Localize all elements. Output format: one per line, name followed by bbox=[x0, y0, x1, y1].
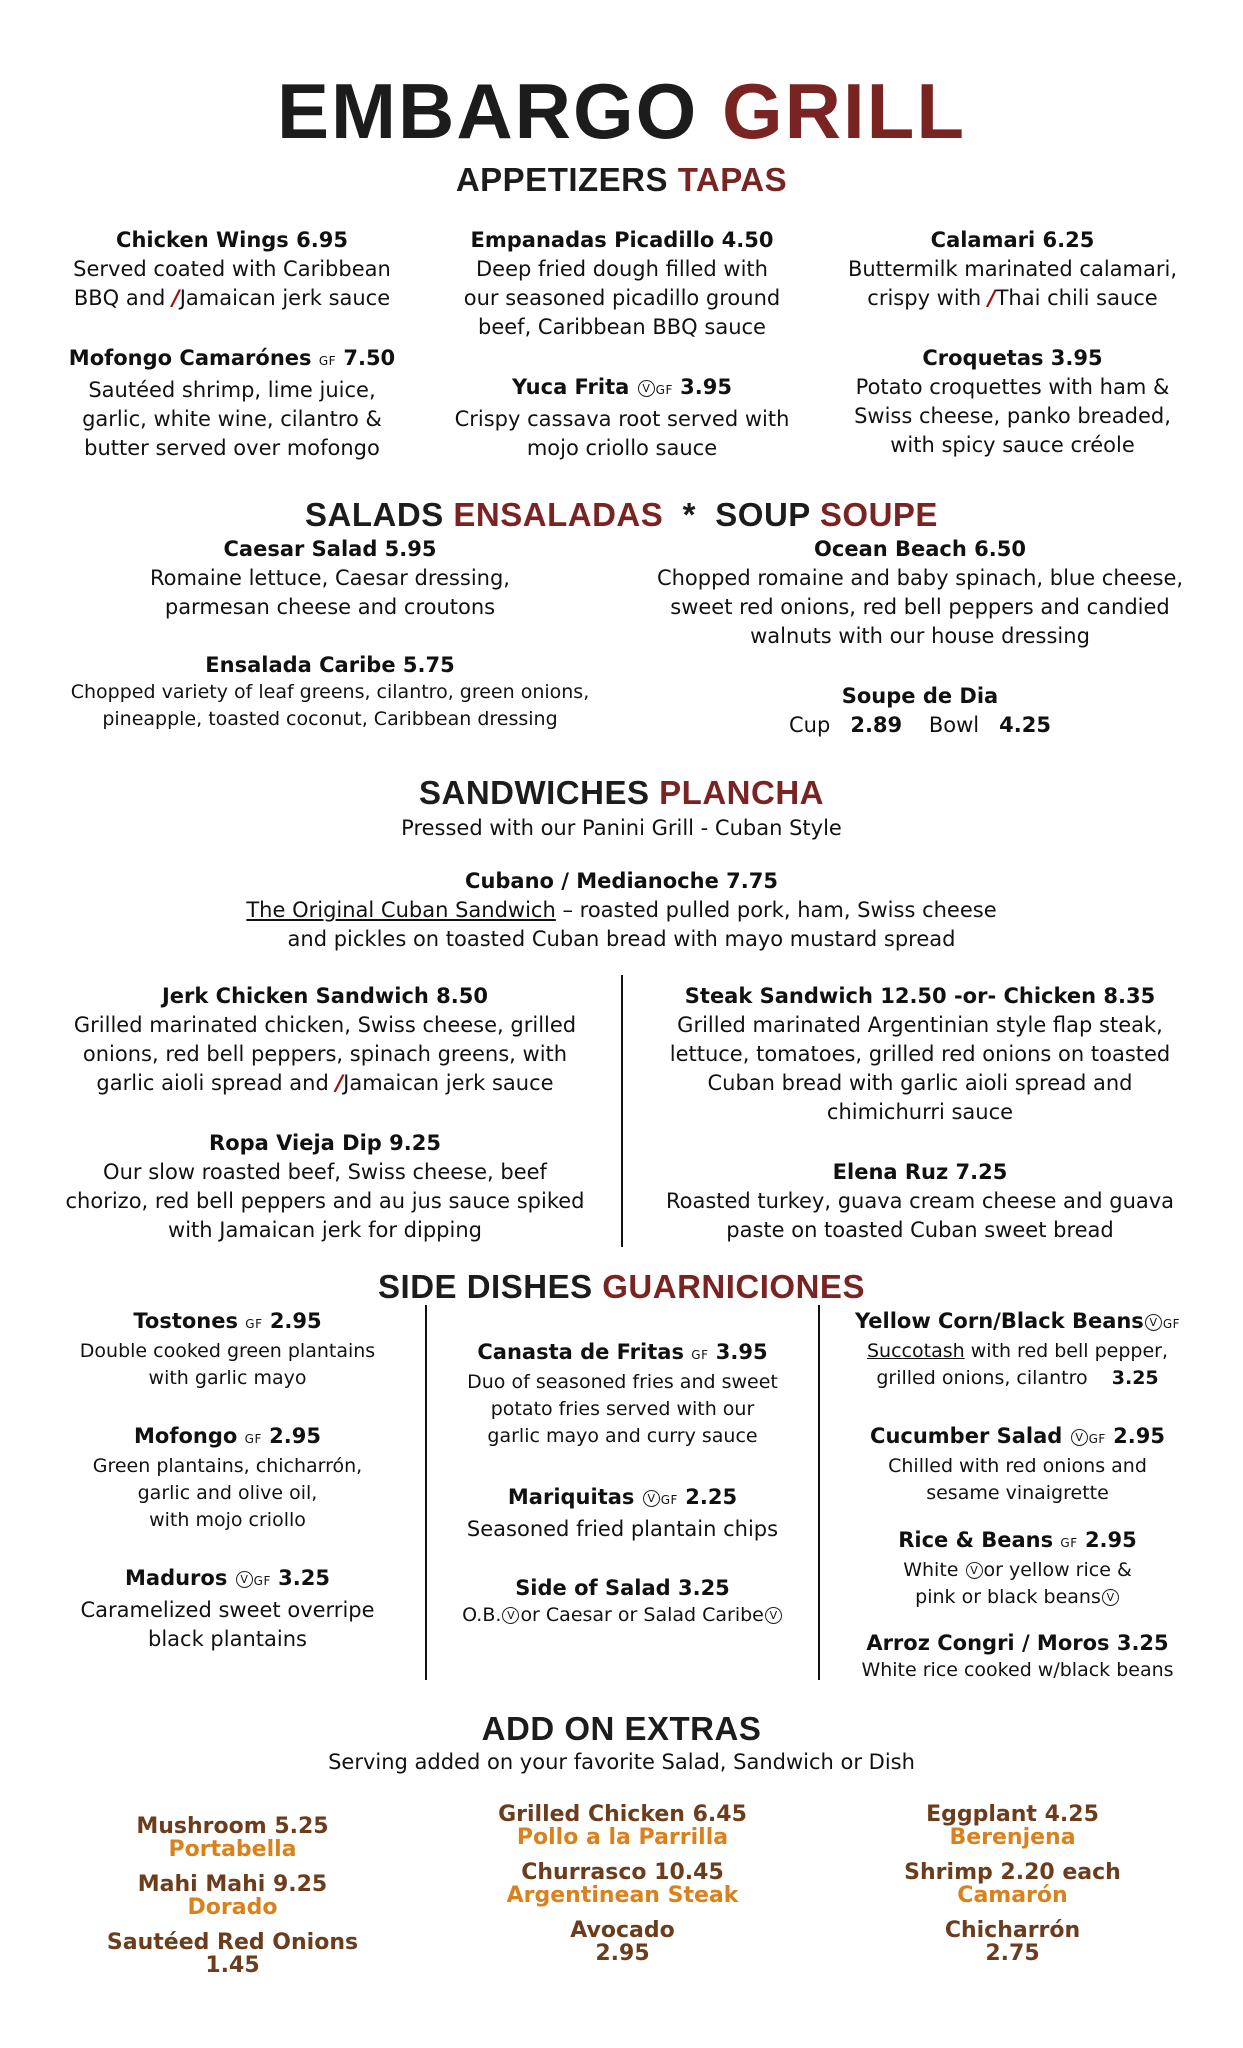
sides-heading-en: SIDE DISHES bbox=[378, 1268, 593, 1305]
item-desc: Buttermilk marinated calamari, bbox=[847, 257, 1178, 281]
menu-item-mariquitas bbox=[455, 1483, 790, 1544]
menu-item-steak-sandwich bbox=[650, 982, 1190, 1127]
item-desc: Swiss cheese, panko breaded, bbox=[854, 404, 1171, 428]
extras-heading: ADD ON EXTRAS bbox=[481, 1710, 762, 1747]
item-desc: with mojo criollo bbox=[149, 1509, 306, 1531]
vegan-v-icon: V bbox=[502, 1607, 519, 1624]
item-name: Mofongo Camarónes bbox=[68, 346, 312, 370]
item-name: Ocean Beach 6.50 bbox=[814, 537, 1026, 561]
vegan-v-icon: V bbox=[638, 380, 655, 397]
item-desc: Jamaican jerk sauce bbox=[179, 286, 391, 310]
gluten-free-tag: GF bbox=[1060, 1536, 1078, 1550]
item-desc: Chopped romaine and baby spinach, blue cheese, bbox=[656, 566, 1184, 590]
extra-name: Shrimp 2.20 each bbox=[904, 1860, 1121, 1885]
item-name: Mariquitas bbox=[507, 1485, 635, 1509]
sandwiches-heading-en: SANDWICHES bbox=[418, 774, 650, 811]
salads-soup-heading bbox=[0, 498, 1243, 531]
item-desc: butter served over mofongo bbox=[84, 436, 380, 460]
menu-item-soupe-de-dia bbox=[640, 682, 1200, 740]
extra-name: Sautéed Red Onions bbox=[106, 1930, 359, 1955]
restaurant-title bbox=[0, 67, 1243, 155]
item-desc: parmesan cheese and croutons bbox=[164, 595, 496, 619]
bowl-label: Bowl bbox=[928, 713, 980, 737]
item-name: Chicken Wings 6.95 bbox=[116, 228, 348, 252]
item-name: Steak Sandwich 12.50 -or- Chicken 8.35 bbox=[684, 984, 1156, 1008]
item-name: Maduros bbox=[125, 1566, 228, 1590]
gluten-free-tag: GF bbox=[691, 1348, 709, 1362]
chili-pepper-icon: / bbox=[172, 286, 180, 310]
item-desc: chimichurri sauce bbox=[826, 1100, 1014, 1124]
column-divider bbox=[818, 1305, 820, 1680]
item-desc: Chopped variety of leaf greens, cilantro, green onions, bbox=[70, 681, 590, 703]
column-divider bbox=[425, 1305, 427, 1680]
item-name: Jerk Chicken Sandwich 8.50 bbox=[161, 984, 488, 1008]
menu-item-caesar-salad bbox=[60, 535, 600, 622]
extra-price: 1.45 bbox=[205, 1953, 260, 1978]
menu-item-rice-beans bbox=[845, 1527, 1190, 1611]
vegan-v-icon: V bbox=[236, 1571, 253, 1588]
item-price: 2.95 bbox=[1113, 1424, 1165, 1448]
extra-name-es: Camarón bbox=[957, 1883, 1068, 1908]
item-desc: garlic aioli spread and bbox=[96, 1071, 336, 1095]
extra-name-es: Portabella bbox=[168, 1837, 297, 1862]
item-desc: or Caesar or Salad Caribe bbox=[520, 1604, 764, 1626]
menu-item-maduros bbox=[60, 1564, 395, 1654]
extra-chicharron bbox=[870, 1919, 1155, 1965]
item-name: Cubano / Medianoche 7.75 bbox=[465, 869, 778, 893]
menu-item-mofongo bbox=[60, 1423, 395, 1534]
item-desc-underlined: Succotash bbox=[867, 1340, 965, 1362]
vegan-v-icon: V bbox=[966, 1562, 983, 1579]
extra-avocado bbox=[480, 1919, 765, 1965]
item-desc: beef, Caribbean BBQ sauce bbox=[478, 315, 766, 339]
vegan-v-icon: V bbox=[765, 1607, 782, 1624]
item-desc-underlined: The Original Cuban Sandwich bbox=[246, 898, 556, 922]
extra-name: Mahi Mahi 9.25 bbox=[137, 1872, 328, 1897]
item-desc: Green plantains, chicharrón, bbox=[92, 1455, 363, 1477]
item-desc: pineapple, toasted coconut, Caribbean dressing bbox=[102, 708, 558, 730]
menu-item-cucumber-salad bbox=[845, 1423, 1190, 1507]
item-desc: or yellow rice & bbox=[983, 1559, 1132, 1581]
extra-price: 2.95 bbox=[595, 1941, 650, 1966]
item-name: Yuca Frita bbox=[512, 375, 630, 399]
menu-item-empanadas bbox=[447, 226, 797, 342]
salads-heading-es: ENSALADAS bbox=[453, 496, 664, 533]
item-desc: black plantains bbox=[148, 1627, 307, 1651]
menu-item-arroz-congri bbox=[845, 1630, 1190, 1684]
item-desc: potato fries served with our bbox=[490, 1398, 755, 1420]
item-name: Ropa Vieja Dip 9.25 bbox=[209, 1131, 441, 1155]
item-name: Yellow Corn/Black Beans bbox=[854, 1309, 1144, 1333]
gluten-free-tag: GF bbox=[660, 1493, 678, 1507]
menu-item-ocean-beach bbox=[640, 535, 1200, 651]
menu-item-ensalada-caribe bbox=[50, 652, 610, 733]
item-desc: Served coated with Caribbean bbox=[73, 257, 391, 281]
salads-heading-en: SALADS bbox=[305, 496, 444, 533]
gluten-free-tag: GF bbox=[1088, 1432, 1106, 1446]
item-desc: Roasted turkey, guava cream cheese and guava bbox=[665, 1189, 1175, 1213]
item-price: 3.25 bbox=[1111, 1367, 1159, 1389]
item-desc: White bbox=[903, 1559, 965, 1581]
item-desc: BBQ and bbox=[73, 286, 173, 310]
item-desc: our seasoned picadillo ground bbox=[463, 286, 781, 310]
menu-item-calamari bbox=[840, 226, 1185, 313]
extra-name-es: Berenjena bbox=[949, 1825, 1076, 1850]
item-desc: with red bell pepper, bbox=[964, 1340, 1168, 1362]
extras-subtitle: Serving added on your favorite Salad, Sandwich or Dish bbox=[328, 1750, 915, 1774]
menu-item-chicken-wings bbox=[62, 226, 402, 313]
item-desc: Caramelized sweet overripe bbox=[80, 1598, 375, 1622]
menu-item-elena-ruz bbox=[650, 1158, 1190, 1245]
soup-heading-en: SOUP bbox=[715, 496, 811, 533]
item-price: 2.95 bbox=[1084, 1528, 1137, 1552]
item-desc: Cuban bread with garlic aioli spread and bbox=[707, 1071, 1133, 1095]
item-desc: chorizo, red bell peppers and au jus sauce spiked bbox=[65, 1189, 585, 1213]
item-desc: Double cooked green plantains bbox=[79, 1340, 376, 1362]
appetizers-heading-en: APPETIZERS bbox=[455, 161, 669, 198]
menu-item-jerk-chicken-sandwich bbox=[55, 982, 595, 1098]
column-divider bbox=[621, 975, 623, 1247]
item-desc: onions, red bell peppers, spinach greens, with bbox=[82, 1042, 568, 1066]
item-desc: paste on toasted Cuban sweet bread bbox=[726, 1218, 1114, 1242]
item-name: Arroz Congri / Moros 3.25 bbox=[866, 1631, 1169, 1655]
item-desc: White rice cooked w/black beans bbox=[861, 1659, 1174, 1681]
item-desc: Our slow roasted beef, Swiss cheese, beef bbox=[103, 1160, 547, 1184]
gluten-free-tag: GF bbox=[318, 354, 337, 368]
menu-item-canasta-de-fritas bbox=[455, 1339, 790, 1450]
vegan-v-icon: V bbox=[1071, 1429, 1088, 1446]
item-desc: and pickles on toasted Cuban bread with mayo mustard spread bbox=[287, 927, 956, 951]
item-desc: sweet red onions, red bell peppers and candied bbox=[670, 595, 1170, 619]
item-desc: pink or black beans bbox=[915, 1586, 1101, 1608]
item-name: Caesar Salad 5.95 bbox=[223, 537, 437, 561]
item-desc: garlic and olive oil, bbox=[137, 1482, 318, 1504]
item-desc: with Jamaican jerk for dipping bbox=[168, 1218, 482, 1242]
item-desc: Potato croquettes with ham & bbox=[855, 375, 1170, 399]
item-desc: Jamaican jerk sauce bbox=[343, 1071, 554, 1095]
item-name: Canasta de Fritas bbox=[477, 1340, 684, 1364]
menu-item-cubano bbox=[0, 867, 1243, 954]
item-name: Mofongo bbox=[134, 1424, 238, 1448]
appetizers-heading-es: TAPAS bbox=[677, 161, 788, 198]
item-desc: Sautéed shrimp, lime juice, bbox=[88, 378, 376, 402]
menu-item-croquetas bbox=[840, 344, 1185, 460]
extra-churrasco bbox=[480, 1861, 765, 1907]
gluten-free-tag: GF bbox=[1162, 1317, 1181, 1331]
item-name: Rice & Beans bbox=[898, 1528, 1054, 1552]
heading-separator: * bbox=[682, 496, 696, 533]
item-desc: Duo of seasoned fries and sweet bbox=[467, 1371, 778, 1393]
item-name: Cucumber Salad bbox=[870, 1424, 1063, 1448]
item-name: Calamari 6.25 bbox=[930, 228, 1095, 252]
item-desc: grilled onions, cilantro bbox=[876, 1367, 1088, 1389]
item-name: Empanadas Picadillo 4.50 bbox=[470, 228, 774, 252]
bowl-price: 4.25 bbox=[999, 713, 1051, 737]
chili-pepper-icon: / bbox=[987, 286, 996, 310]
vegan-v-icon: V bbox=[643, 1490, 660, 1507]
item-price: 2.25 bbox=[685, 1485, 738, 1509]
item-desc: Grilled marinated Argentinian style flap steak, bbox=[677, 1013, 1163, 1037]
extra-name-es: Argentinean Steak bbox=[506, 1883, 739, 1908]
sides-heading bbox=[0, 1270, 1243, 1303]
extra-eggplant bbox=[870, 1803, 1155, 1849]
title-part1: EMBARGO bbox=[277, 67, 699, 155]
extra-name: Churrasco 10.45 bbox=[521, 1860, 724, 1885]
item-desc: Thai chili sauce bbox=[995, 286, 1158, 310]
item-desc: Deep fried dough filled with bbox=[476, 257, 768, 281]
extra-name: Mushroom 5.25 bbox=[136, 1814, 329, 1839]
vegan-v-icon: V bbox=[1102, 1589, 1119, 1606]
menu-item-yuca-frita bbox=[447, 373, 797, 463]
title-part2: GRILL bbox=[722, 67, 966, 155]
soup-heading-fr: SOUPE bbox=[819, 496, 938, 533]
menu-item-corn-black-beans bbox=[845, 1308, 1190, 1392]
sandwiches-heading-es: PLANCHA bbox=[659, 774, 824, 811]
extra-shrimp bbox=[870, 1861, 1155, 1907]
item-desc: crispy with bbox=[867, 286, 988, 310]
item-desc: sesame vinaigrette bbox=[926, 1482, 1109, 1504]
extra-price: 2.75 bbox=[985, 1941, 1040, 1966]
extra-name-es: Pollo a la Parrilla bbox=[516, 1825, 729, 1850]
appetizers-heading bbox=[0, 163, 1243, 196]
extra-name: Grilled Chicken 6.45 bbox=[498, 1802, 747, 1827]
cup-price: 2.89 bbox=[850, 713, 903, 737]
item-desc: Chilled with red onions and bbox=[888, 1455, 1147, 1477]
item-desc: Crispy cassava root served with bbox=[454, 407, 790, 431]
item-desc: with spicy sauce créole bbox=[890, 433, 1135, 457]
gluten-free-tag: GF bbox=[655, 383, 673, 397]
item-desc: Seasoned fried plantain chips bbox=[466, 1517, 779, 1541]
extra-name-es: Dorado bbox=[187, 1895, 278, 1920]
extra-name: Chicharrón bbox=[944, 1918, 1081, 1943]
item-desc: mojo criollo sauce bbox=[526, 436, 718, 460]
item-desc: garlic, white wine, cilantro & bbox=[82, 407, 382, 431]
item-desc: – roasted pulled pork, ham, Swiss cheese bbox=[555, 898, 997, 922]
item-price: 3.25 bbox=[278, 1566, 330, 1590]
item-price: 7.50 bbox=[343, 346, 396, 370]
menu-item-side-salad bbox=[455, 1575, 790, 1629]
item-desc: O.B. bbox=[462, 1604, 502, 1626]
gluten-free-tag: GF bbox=[244, 1432, 262, 1446]
menu-item-mofongo-camarones bbox=[62, 344, 402, 463]
item-desc: Grilled marinated chicken, Swiss cheese, grilled bbox=[73, 1013, 577, 1037]
item-desc: with garlic mayo bbox=[148, 1367, 307, 1389]
sides-heading-es: GUARNICIONES bbox=[602, 1268, 865, 1305]
sandwiches-heading bbox=[0, 776, 1243, 809]
gluten-free-tag: GF bbox=[253, 1574, 271, 1588]
item-desc: walnuts with our house dressing bbox=[750, 624, 1090, 648]
gluten-free-tag: GF bbox=[245, 1317, 263, 1331]
menu-item-tostones bbox=[60, 1308, 395, 1392]
item-name: Ensalada Caribe 5.75 bbox=[205, 653, 455, 677]
sandwiches-subtitle: Pressed with our Panini Grill - Cuban Style bbox=[401, 816, 842, 840]
extra-grilled-chicken bbox=[480, 1803, 765, 1849]
cup-label: Cup bbox=[789, 713, 831, 737]
item-name: Side of Salad 3.25 bbox=[515, 1576, 730, 1600]
item-name: Soupe de Dia bbox=[841, 684, 999, 708]
extra-name: Eggplant 4.25 bbox=[926, 1802, 1099, 1827]
extra-sauteed-red-onions bbox=[90, 1931, 375, 1977]
extra-name: Avocado bbox=[570, 1918, 675, 1943]
item-desc: garlic mayo and curry sauce bbox=[487, 1425, 758, 1447]
item-price: 3.95 bbox=[680, 375, 732, 399]
item-price: 2.95 bbox=[269, 1424, 321, 1448]
item-name: Tostones bbox=[133, 1309, 238, 1333]
item-name: Croquetas 3.95 bbox=[922, 346, 1103, 370]
extra-mahi-mahi bbox=[90, 1873, 375, 1919]
menu-item-ropa-vieja bbox=[55, 1129, 595, 1245]
item-price: 2.95 bbox=[269, 1309, 322, 1333]
extra-mushroom bbox=[90, 1815, 375, 1861]
vegan-v-icon: V bbox=[1145, 1314, 1162, 1331]
item-desc: Romaine lettuce, Caesar dressing, bbox=[150, 566, 510, 590]
item-desc: lettuce, tomatoes, grilled red onions on toasted bbox=[669, 1042, 1171, 1066]
item-price: 3.95 bbox=[715, 1340, 768, 1364]
chili-pepper-icon: / bbox=[335, 1071, 344, 1095]
item-name: Elena Ruz 7.25 bbox=[832, 1160, 1008, 1184]
